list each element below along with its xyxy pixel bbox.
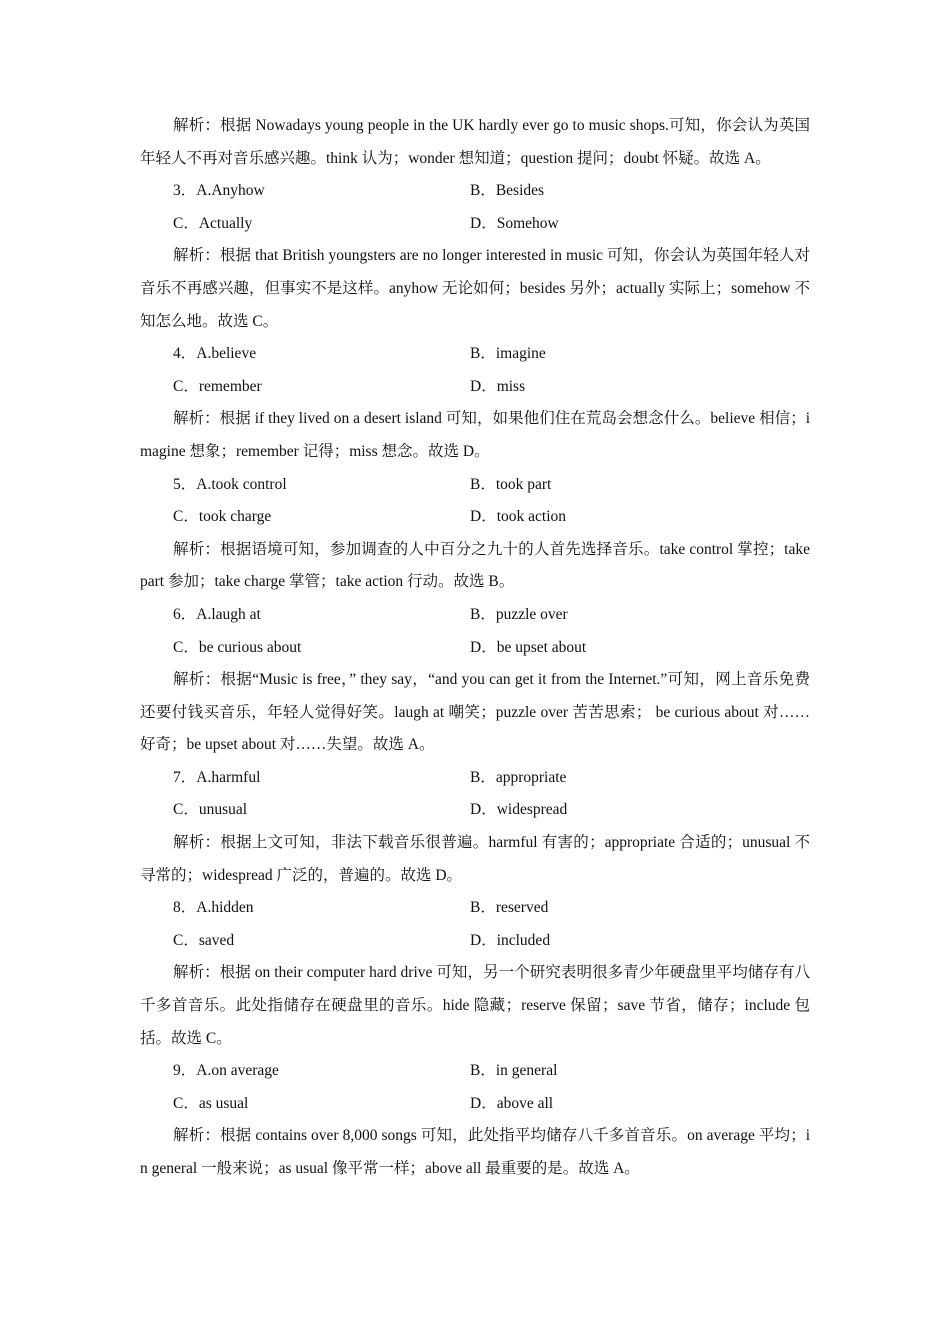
options-row (140, 599, 810, 632)
option-b: B．imagine (470, 345, 546, 363)
option-b: B．Besides (470, 182, 545, 200)
option-c: C．unusual (173, 801, 248, 819)
option-d: D．miss (470, 377, 526, 395)
options-row (140, 1088, 810, 1121)
option-d: D．widespread (470, 801, 568, 819)
option-a: 9．A.on average (173, 1062, 279, 1080)
options-row (140, 892, 810, 925)
option-a: 7．A.harmful (173, 768, 261, 786)
option-b: B．took part (470, 475, 552, 493)
options-row (140, 1055, 810, 1088)
option-b: B．in general (470, 1062, 558, 1080)
option-b: B．puzzle over (470, 605, 568, 623)
option-b: B．reserved (470, 899, 549, 917)
explanation-q6: 解析：根据“Music is free，” they say，“and you can get it from the Internet.”可知，网上音乐免费还要付钱买音乐，年轻人觉得好笑。laugh at 嘲笑；puzzle over 苦苦思索； be curious about 对……好奇；be upset about 对……失望。故选 A。 (140, 671, 810, 754)
options-row (140, 794, 810, 827)
option-c: C．saved (173, 931, 235, 949)
explanation-q7: 解析：根据上文可知，非法下载音乐很普遍。harmful 有害的；appropriate 合适的；unusual 不寻常的；widespread 广泛的，普遍的。故选 D。 (140, 834, 810, 884)
option-a: 6．A.laugh at (173, 605, 261, 623)
option-d: D．took action (470, 508, 566, 526)
option-c: C．be curious about (173, 638, 302, 656)
option-a: 5．A.took control (173, 475, 287, 493)
option-d: D．above all (470, 1094, 554, 1112)
option-c: C．remember (173, 377, 262, 395)
explanation-q3: 解析：根据 that British youngsters are no longer interested in music 可知，你会认为英国年轻人对音乐不再感兴趣，但事实不是这样。anyhow 无论如何；besides 另外；actually 实际上；somehow 不知怎么地。故选 C。 (140, 247, 810, 330)
option-d: D．be upset about (470, 638, 587, 656)
document-page (140, 110, 810, 1186)
option-a: 3．A.Anyhow (173, 182, 265, 200)
option-d: D．Somehow (470, 214, 559, 232)
option-a: 8．A.hidden (173, 899, 254, 917)
explanation-q5: 解析：根据语境可知，参加调查的人中百分之九十的人首先选择音乐。take control 掌控；take part 参加；take charge 掌管；take action 行动。故选 B。 (140, 540, 810, 591)
options-row (140, 371, 810, 404)
options-row (140, 762, 810, 795)
option-b: B．appropriate (470, 768, 567, 786)
explanation-q4: 解析：根据 if they lived on a desert island 可知，如果他们住在荒岛会想念什么。believe 相信；imagine 想象；remember 记得；miss 想念。故选 D。 (140, 410, 810, 460)
explanation-q2: 解析：根据 Nowadays young people in the UK hardly ever go to music shops.可知，你会认为英国年轻人不再对音乐感兴趣。think 认为；wonder 想知道；question 提问；doubt 怀疑。故选 A。 (140, 117, 810, 167)
options-row (140, 208, 810, 241)
option-a: 4．A.believe (173, 345, 257, 363)
explanation-q9: 解析：根据 contains over 8,000 songs 可知，此处指平均储存八千多首音乐。on average 平均；in general 一般来说；as usual 像平常一样；above all 最重要的是。故选 A。 (140, 1127, 810, 1177)
options-row (140, 501, 810, 534)
option-c: C．Actually (173, 214, 253, 232)
option-d: D．included (470, 931, 551, 949)
option-c: C．as usual (173, 1094, 249, 1112)
options-row (140, 175, 810, 208)
options-row (140, 469, 810, 502)
options-row (140, 338, 810, 371)
options-row (140, 632, 810, 665)
options-row (140, 925, 810, 958)
option-c: C．took charge (173, 508, 272, 526)
explanation-q8: 解析：根据 on their computer hard drive 可知，另一个研究表明很多青少年硬盘里平均储存有八千多首音乐。此处指储存在硬盘里的音乐。hide 隐藏；reserve 保留；save 节省，储存；include 包括。故选 C。 (140, 964, 810, 1047)
